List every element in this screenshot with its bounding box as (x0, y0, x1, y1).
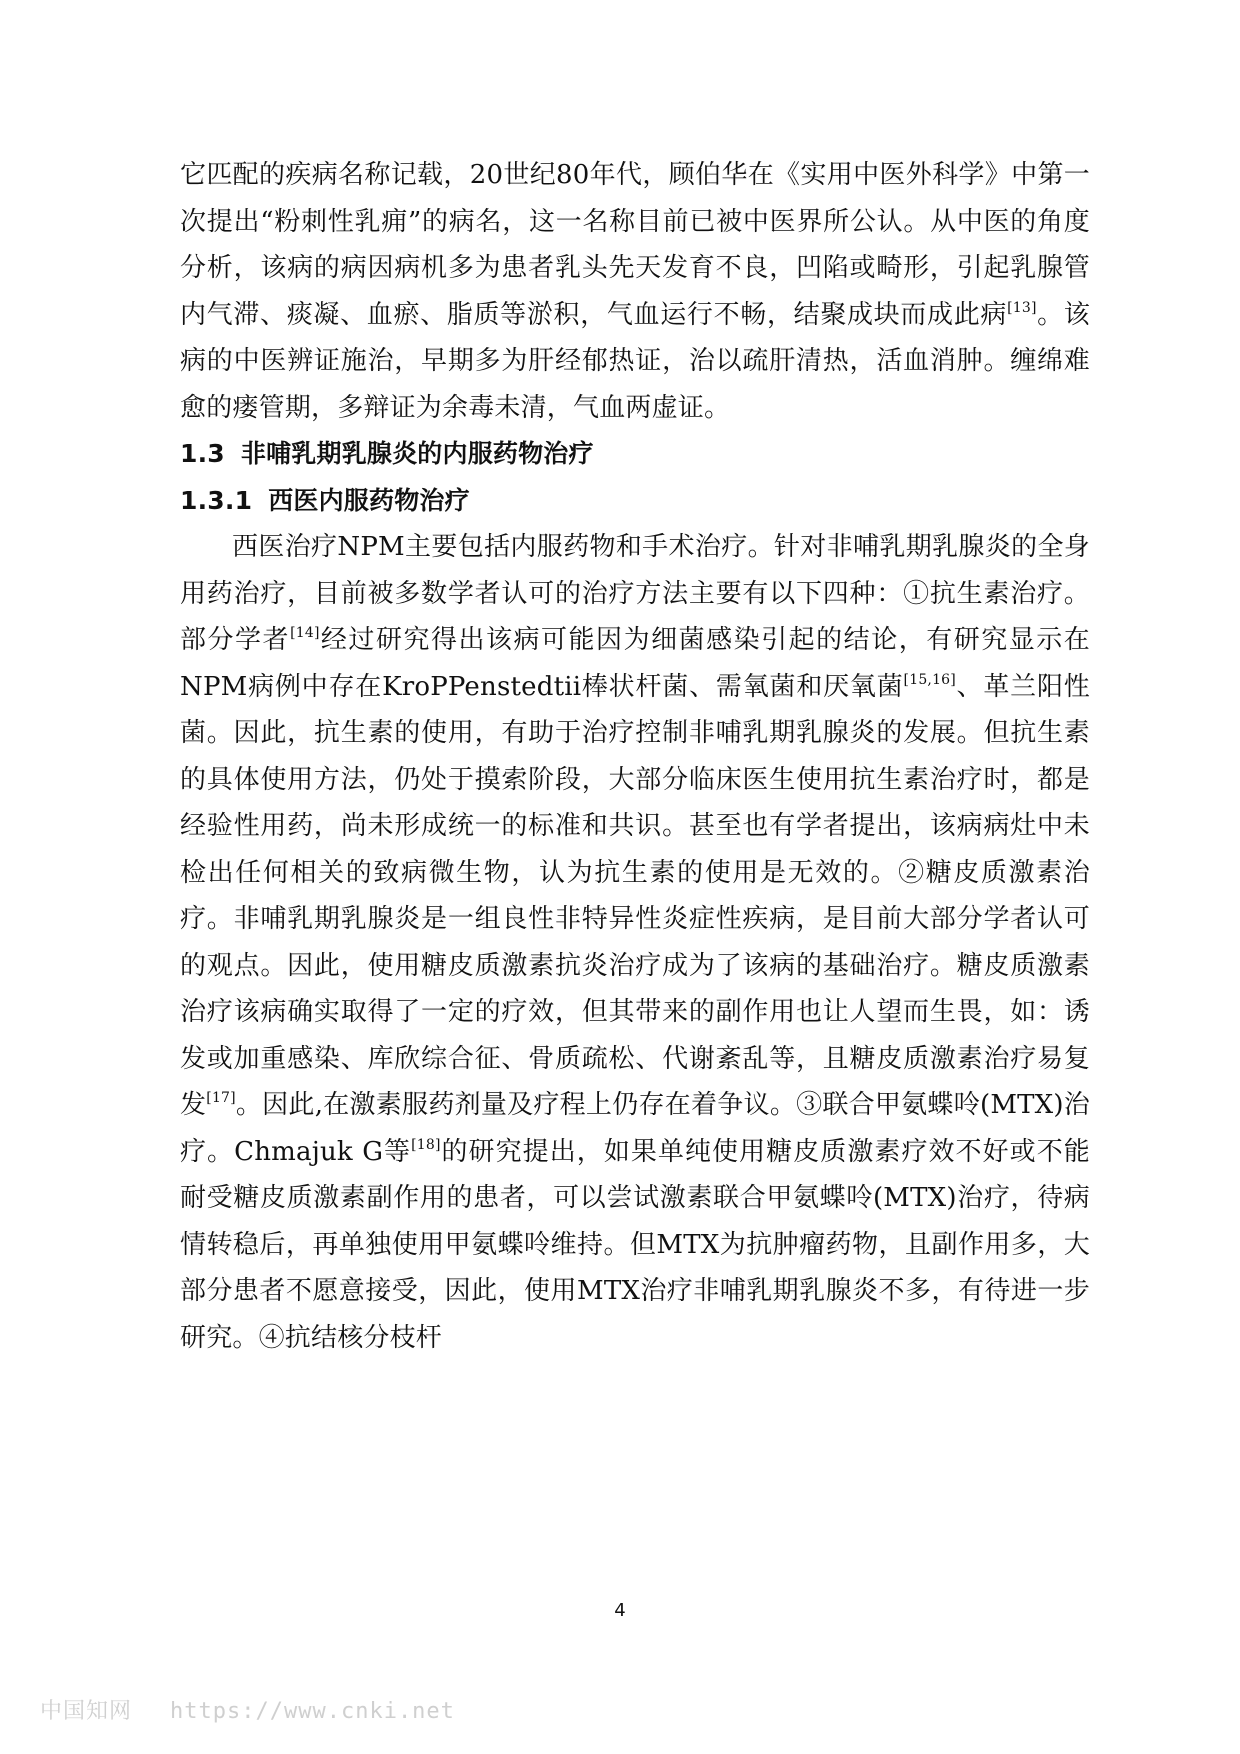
cnki-watermark (40, 1694, 455, 1725)
text-run: 西医治疗NPM主要包括内服药物和手术治疗。针对非哺乳期乳腺炎的全身用药治疗，目前被多数学者认可的治疗方法主要有以下四种：①抗生素治疗。部分学者 (180, 532, 1090, 655)
watermark-url: https://www.cnki.net (170, 1699, 455, 1724)
page-number: 4 (614, 1600, 626, 1621)
section-heading-1-3 (180, 431, 1090, 478)
text-run: 。因此,在激素服药剂量及疗程上仍存在着争议。③联合甲氨蝶呤(MTX)治疗。Chmajuk G等 (180, 1090, 1091, 1167)
paragraph-continued (180, 152, 1090, 431)
section-heading-1-3-1 (180, 478, 1090, 525)
text-run: 的研究提出，如果单纯使用糖皮质激素疗效不好或不能耐受糖皮质激素副作用的患者，可以尝试激素联合甲氨蝶呤(MTX)治疗，待病情转稳后，再单独使用甲氨蝶呤维持。但MTX为抗肿瘤药物，且副作用多，大部分患者不愿意接受，因此，使用MTX治疗非哺乳期乳腺炎不多，有待进一步研究。④抗结核分枝杆 (180, 1136, 1090, 1353)
text-run: 经过研究得出该病可能因为细菌感染引起的结论，有研究显示在NPM病例中存在KroPPenstedtii棒状杆菌、需氧菌和厌氧菌 (180, 625, 1090, 702)
citation-15-16: [15,16] (903, 671, 956, 688)
citation-18: [18] (411, 1136, 441, 1153)
text-run: 、革兰阳性菌。因此，抗生素的使用，有助于治疗控制非哺乳期乳腺炎的发展。但抗生素的具体使用方法，仍处于摸索阶段，大部分临床医生使用抗生素治疗时，都是经验性用药，尚未形成统一的标准和共识。甚至也有学者提出，该病病灶中未检出任何相关的致病微生物，认为抗生素的使用是无效的。②糖皮质激素治疗。非哺乳期乳腺炎是一组良性非特异性炎症性疾病，是目前大部分学者认可的观点。因此，使用糖皮质激素抗炎治疗成为了该病的基础治疗。糖皮质激素治疗该病确实取得了一定的疗效，但其带来的副作用也让人望而生畏，如：诱发或加重感染、库欣综合征、骨质疏松、代谢紊乱等，且糖皮质激素治疗易复发 (180, 671, 1090, 1120)
citation-14: [14] (290, 625, 320, 641)
section-number: 1.3 (180, 439, 225, 468)
section-number: 1.3.1 (180, 485, 253, 515)
text-run: 。该病的中医辨证施治，早期多为肝经郁热证，治以疏肝清热，活血消肿。缠绵难愈的瘘管期，多辩证为余毒未清，气血两虚证。 (180, 299, 1091, 423)
citation-13: [13] (1007, 299, 1037, 316)
citation-17: [17] (206, 1090, 236, 1106)
paragraph-western-medicine (180, 524, 1090, 1361)
watermark-logo: 中国知网 (40, 1699, 133, 1724)
section-title: 非哺乳期乳腺炎的内服药物治疗 (240, 439, 594, 468)
text-run: 它匹配的疾病名称记载，20世纪80年代，顾伯华在《实用中医外科学》中第一次提出“粉刺性乳痈”的病名，这一名称目前已被中医界所公认。从中医的角度分析，该病的病因病机多为患者乳头先天发育不良，凹陷或畸形，引起乳腺管内气滞、痰凝、血瘀、脂质等淤积，气血运行不畅，结聚成块而成此病 (180, 160, 1090, 330)
section-title: 西医内服药物治疗 (268, 485, 470, 515)
body-text (180, 152, 1090, 1361)
